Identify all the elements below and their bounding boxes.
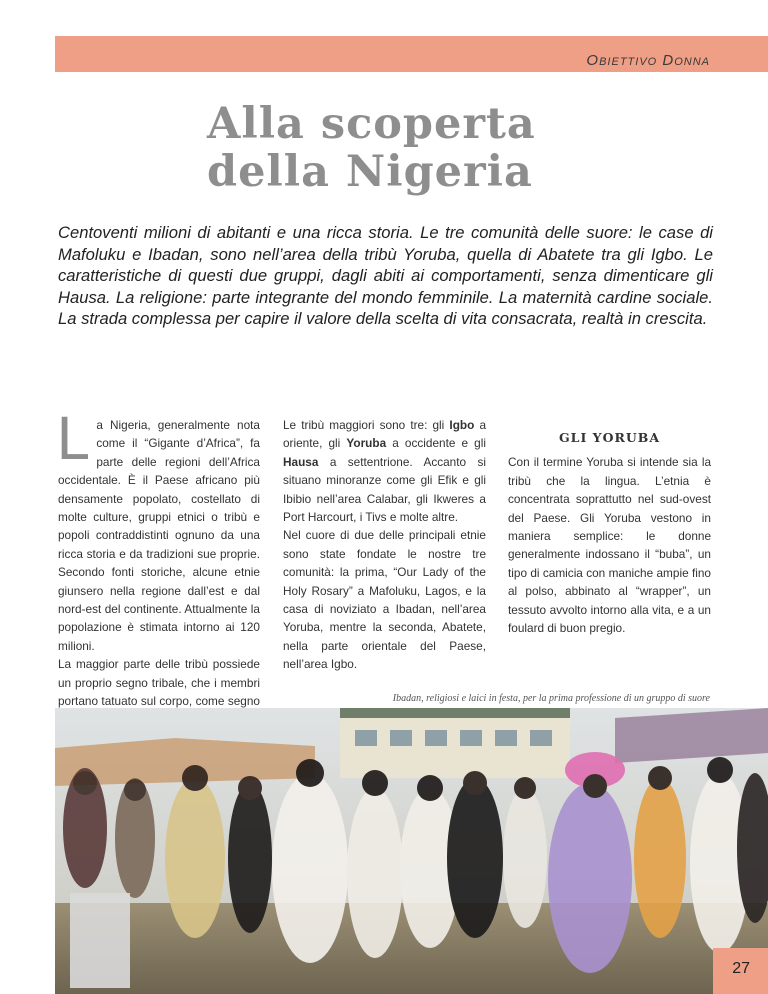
dropcap: L [56,405,89,473]
paragraph-intro: a Nigeria, generalmente nota come il “Gigante d’Africa”, fa parte delle regioni dell’Africa occidentale. È il Paese africano più densamente popolato, costellato di molte culture, gruppi etnici o tribù e popoli contraddistinti ognuno da una ricca storia e da tradizioni sue proprie. Secondo fonti storiche, alcune etnie giunsero nella regione dall’est e dal nord-est del continente. Attualmente la popolazione è stimata intorno ai 120 milioni. [58,418,260,653]
section-label: Obiettivo Donna [586,52,710,69]
page-number: 27 [732,960,750,977]
term-igbo: Igbo [449,418,475,432]
article-column-3 [508,416,711,637]
photo-caption: Ibadan, religiosi e laici in festa, per la prima professione di un gruppo di suore [392,693,710,704]
title-line-1: Alla scoperta [207,99,536,149]
page-title [207,100,536,196]
paragraph-main-tribes: Le tribù maggiori sono tre: gli Igbo a oriente, gli Yoruba a occidente e gli Hausa a settentrione. Accanto si situano minoranze come gli Efik e gli Ibibio nell’area Calabar, gli Ikweres a Port Harcourt, i Tivs e molte altre. [283,418,487,525]
paragraph-yoruba: Con il termine Yoruba si intende sia la tribù che la lingua. L’etnia è concentrata soprattutto nel sud-ovest del Paese. Gli Yoruba vestono in maniera semplice: le donne generalmente indossano il “buba”, un tipo di camicia con maniche ampie fino al polso, abbinato al “wrapper”, un tessuto avvolto intorno alla vita, e a un foulard di buon pregio. [508,455,711,636]
celebration-photo [55,708,768,994]
lead-paragraph: Centoventi milioni di abitanti e una ricca storia. Le tre comunità delle suore: le case di Mafoluku e Ibadan, sono nell’area della tribù Yoruba, quella di Abatete tra gli Igbo. Le caratteristiche di questi due gruppi, dagli abiti ai comportamenti, senza dimenticare gli Hausa. La religione: parte integrante del mondo femminile. La maternità cardine sociale. La strada complessa per capire il valore della scelta di vita consacrata, realtà in crescita. [58,223,713,328]
term-yoruba: Yoruba [346,436,387,451]
term-hausa: Hausa [283,454,319,469]
title-line-2: della Nigeria [207,147,533,197]
article-column-2 [283,416,486,674]
celebration-photo-illustration [55,708,768,994]
subheading-yoruba: GLI YORUBA [558,430,661,445]
paragraph-tribal-marks: La maggior parte delle tribù possiede un proprio segno tribale, che i membri portano tatuato sul corpo, come segno [58,657,260,709]
paragraph-communities: Nel cuore di due delle principali etnie sono state fondate le nostre tre comunità: la prima, “Our Lady of the Holy Rosary” a Mafoluku, Lagos, e la casa di noviziato a Ibadan, nell’area Yoruba, mentre la seconda, Abatete, nella parte orientale del Paese, nell’area Igbo. [283,528,486,672]
